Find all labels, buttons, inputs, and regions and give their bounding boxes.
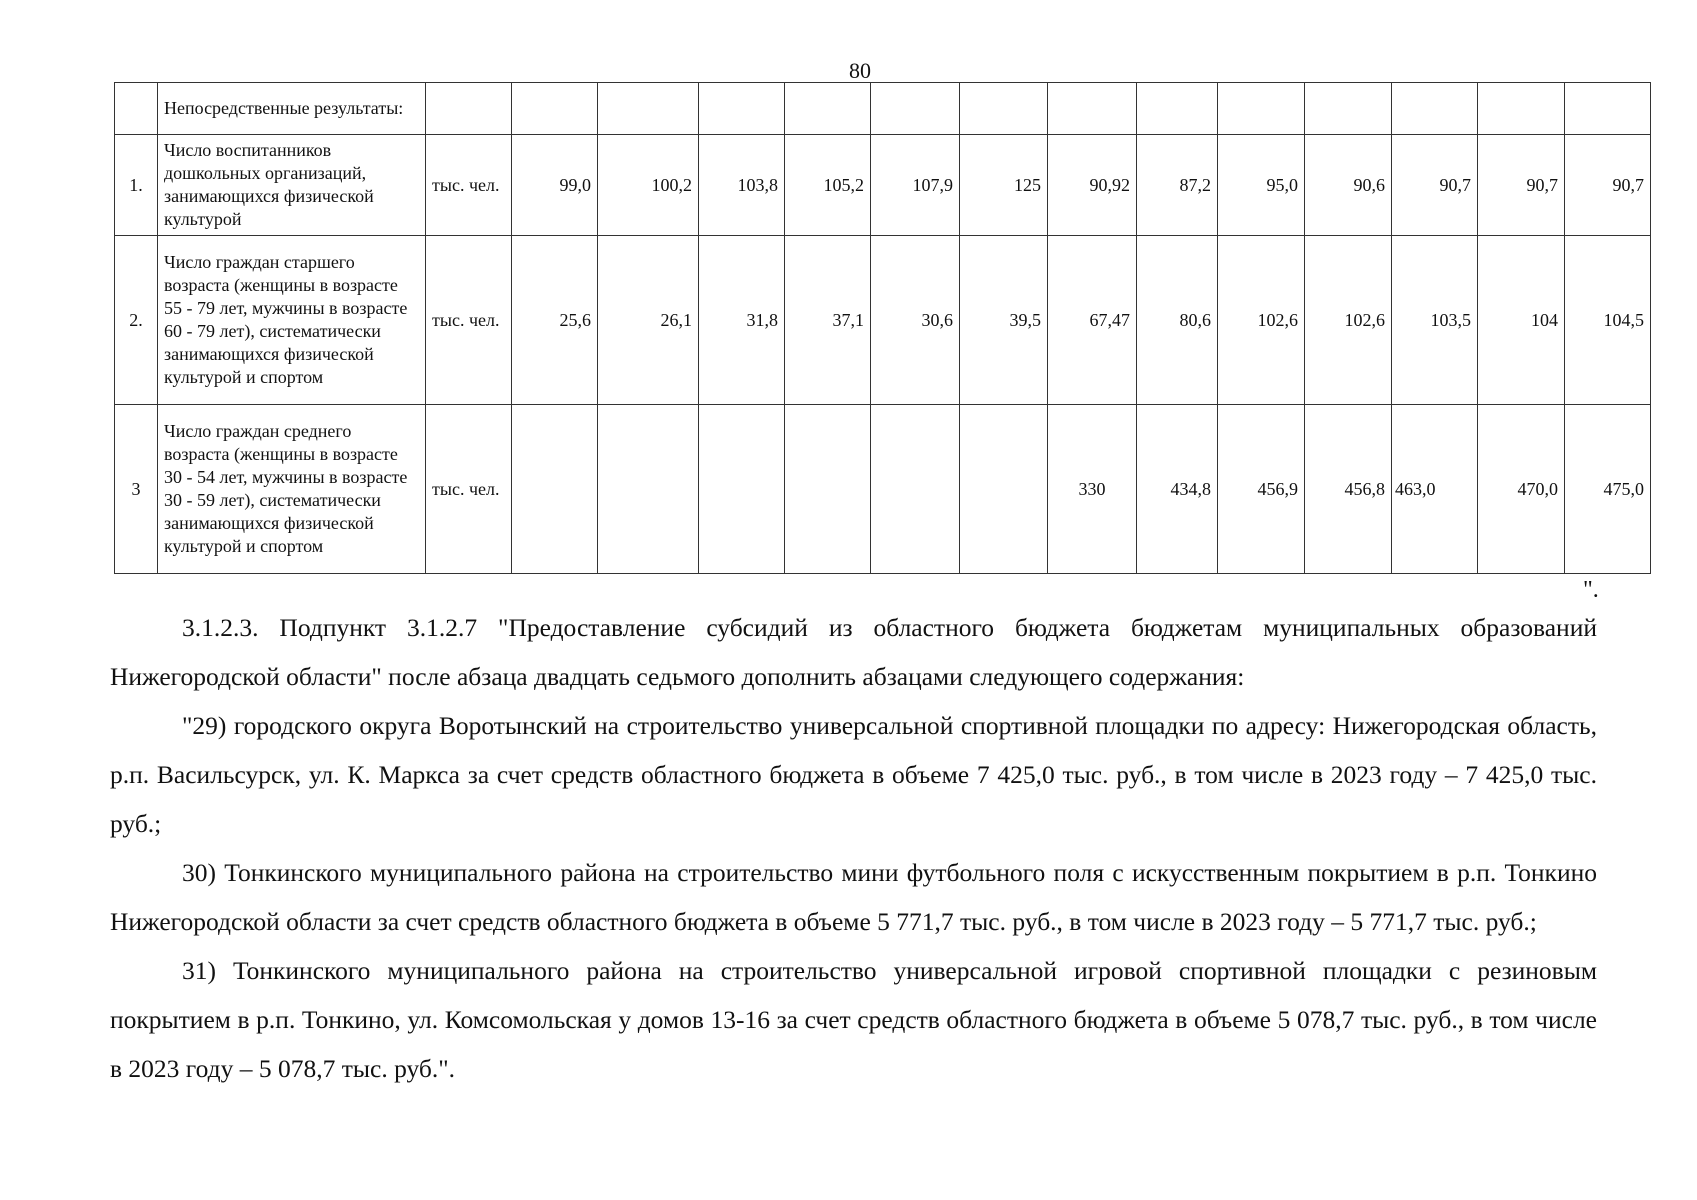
value-cell	[1218, 83, 1305, 135]
value-cell	[960, 405, 1048, 574]
value-cell: 100,2	[598, 135, 699, 236]
value-cell: 80,6	[1137, 236, 1218, 405]
value-cell	[1565, 83, 1651, 135]
value-cell	[785, 83, 871, 135]
row-number-cell: 2.	[115, 236, 158, 405]
value-cell: 30,6	[871, 236, 960, 405]
closing-quote: ".	[1583, 577, 1599, 603]
value-cell: 90,6	[1305, 135, 1392, 236]
value-cell: 125	[960, 135, 1048, 236]
value-cell: 330	[1048, 405, 1137, 574]
table-row	[115, 405, 1651, 574]
row-unit-cell: тыс. чел.	[426, 236, 512, 405]
value-cell	[512, 405, 598, 574]
value-cell: 90,7	[1478, 135, 1565, 236]
row-unit-cell	[426, 83, 512, 135]
value-cell: 26,1	[598, 236, 699, 405]
row-number-cell: 1.	[115, 135, 158, 236]
row-description-cell: Число воспитанников дошкольных организаций, занимающихся физической культурой	[158, 135, 426, 236]
table-row	[115, 135, 1651, 236]
value-cell: 90,7	[1392, 135, 1478, 236]
value-cell: 103,5	[1392, 236, 1478, 405]
value-cell	[1478, 83, 1565, 135]
value-cell: 475,0	[1565, 405, 1651, 574]
row-number-cell: 3	[115, 405, 158, 574]
value-cell: 434,8	[1137, 405, 1218, 574]
paragraph: 31) Тонкинского муниципального района на строительство универсальной игровой спортивной площадки с резиновым покрытием в р.п. Тонкино, ул. Комсомольская у домов 13-16 за счет средств областного бюджета в объеме 5 078,7 тыс. руб., в том числе в 2023 году – 5 078,7 тыс. руб.".	[110, 956, 1597, 1083]
value-cell	[785, 405, 871, 574]
value-cell: 104	[1478, 236, 1565, 405]
value-cell	[598, 83, 699, 135]
value-cell: 95,0	[1218, 135, 1305, 236]
paragraph: 3.1.2.3. Подпункт 3.1.2.7 "Предоставление субсидий из областного бюджета бюджетам муниципальных образований Нижегородской области" после абзаца двадцать седьмого дополнить абзацами следующего содержания:	[110, 613, 1597, 691]
value-cell: 99,0	[512, 135, 598, 236]
value-cell	[598, 405, 699, 574]
page-number: 80	[849, 58, 871, 83]
value-cell: 102,6	[1218, 236, 1305, 405]
value-cell	[699, 405, 785, 574]
value-cell: 456,8	[1305, 405, 1392, 574]
row-description-cell: Число граждан среднего возраста (женщины в возрасте 30 - 54 лет, мужчины в возрасте 30 - 59 лет), систематически занимающихся физической культурой и спортом	[158, 405, 426, 574]
value-cell	[512, 83, 598, 135]
value-cell: 37,1	[785, 236, 871, 405]
value-cell: 31,8	[699, 236, 785, 405]
value-cell	[1137, 83, 1218, 135]
row-unit-cell: тыс. чел.	[426, 135, 512, 236]
value-cell: 87,2	[1137, 135, 1218, 236]
value-cell: 103,8	[699, 135, 785, 236]
value-cell	[699, 83, 785, 135]
value-cell	[1392, 83, 1478, 135]
value-cell: 105,2	[785, 135, 871, 236]
value-cell	[871, 83, 960, 135]
row-description-cell: Число граждан старшего возраста (женщины в возрасте 55 - 79 лет, мужчины в возрасте 60 - 79 лет), систематически занимающихся физической культурой и спортом	[158, 236, 426, 405]
indicators-table	[114, 82, 1651, 574]
value-cell: 102,6	[1305, 236, 1392, 405]
value-cell: 104,5	[1565, 236, 1651, 405]
value-cell: 25,6	[512, 236, 598, 405]
value-cell: 90,92	[1048, 135, 1137, 236]
value-cell: 463,0	[1392, 405, 1478, 574]
row-number-cell	[115, 83, 158, 135]
paragraph: 30) Тонкинского муниципального района на строительство мини футбольного поля с искусственным покрытием в р.п. Тонкино Нижегородской области за счет средств областного бюджета в объеме 5 771,7 тыс. руб., в том числе в 2023 году – 5 771,7 тыс. руб.;	[110, 858, 1597, 936]
table-row	[115, 236, 1651, 405]
body-text	[110, 603, 1597, 1093]
value-cell: 90,7	[1565, 135, 1651, 236]
value-cell: 67,47	[1048, 236, 1137, 405]
value-cell	[1305, 83, 1392, 135]
value-cell: 456,9	[1218, 405, 1305, 574]
table-row	[115, 83, 1651, 135]
value-cell: 470,0	[1478, 405, 1565, 574]
value-cell: 39,5	[960, 236, 1048, 405]
value-cell: 107,9	[871, 135, 960, 236]
value-cell	[1048, 83, 1137, 135]
row-unit-cell: тыс. чел.	[426, 405, 512, 574]
value-cell	[871, 405, 960, 574]
value-cell	[960, 83, 1048, 135]
row-description-cell: Непосредственные результаты:	[158, 83, 426, 135]
paragraph: "29) городского округа Воротынский на строительство универсальной спортивной площадки по адресу: Нижегородская область, р.п. Васильсурск, ул. К. Маркса за счет средств областного бюджета в объеме 7 425,0 тыс. руб., в том числе в 2023 году – 7 425,0 тыс. руб.;	[110, 711, 1597, 838]
